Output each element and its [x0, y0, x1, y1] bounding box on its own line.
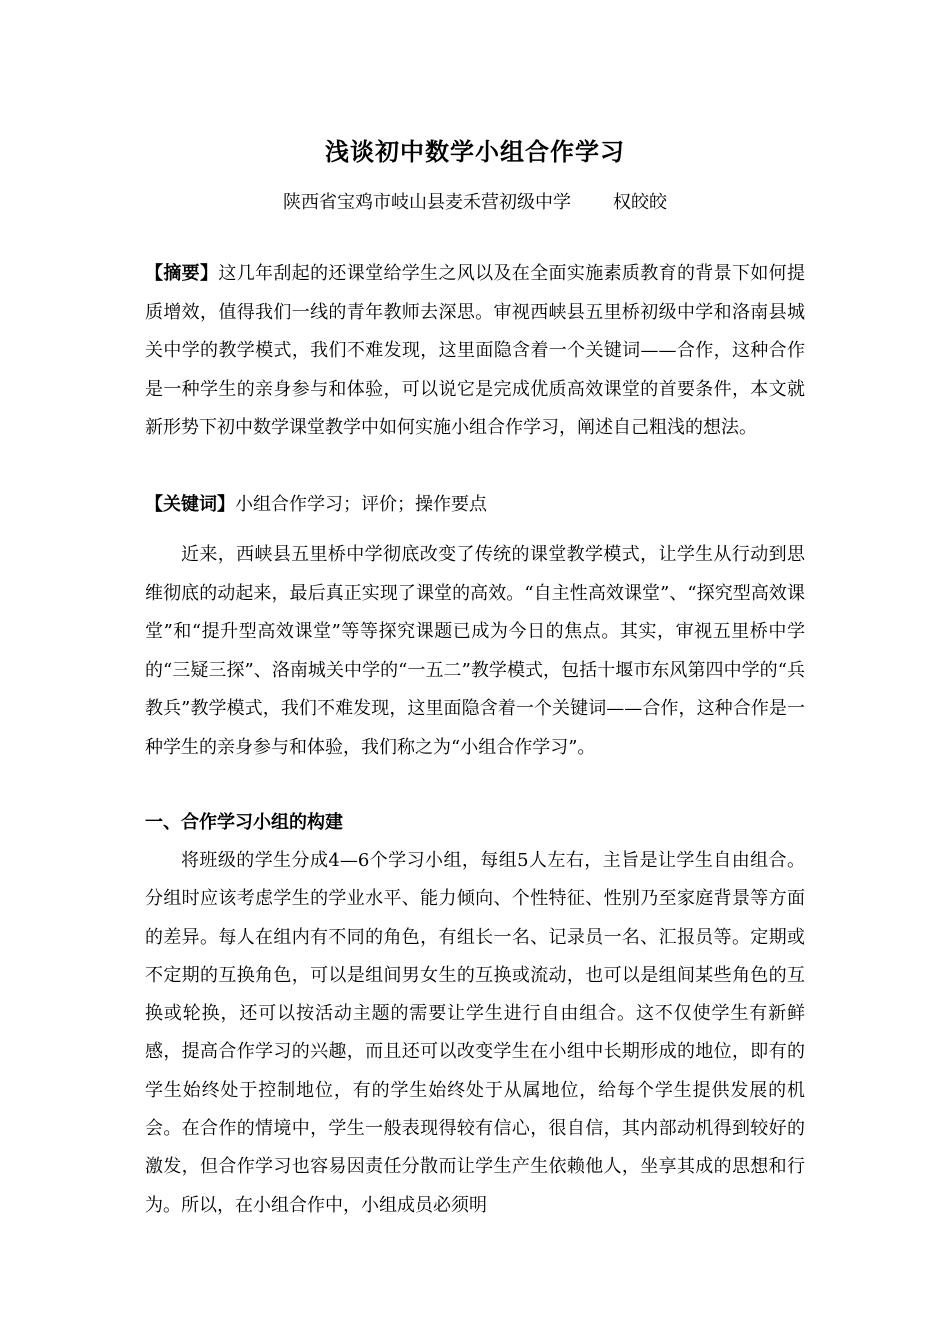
section-heading: 一、合作学习小组的构建 — [145, 812, 343, 833]
intro-text: 近来，西峡县五里桥中学彻底改变了传统的课堂教学模式，让学生从行动到思维彻底的动起来，最后真正实现了课堂的高效。“自主性高效课堂”、“探究型高效课堂”和“提升型高效课堂”等等探究课题已成为今日的焦点。其实，审视五里桥中学的“三疑三探”、洛南城关中学的“一五二”教学模式，包括十堰市东风第四中学的“兵教兵”教学模式，我们不难发现，这里面隐含着一个关键词——合作，这种合作是一种学生的亲身参与和体验，我们称之为“小组合作学习”。 — [145, 544, 805, 758]
author-line — [0, 188, 950, 218]
abstract-paragraph — [145, 255, 805, 448]
document-title: 浅谈初中数学小组合作学习 — [325, 138, 625, 166]
intro-paragraph — [145, 536, 805, 768]
section-paragraph — [145, 842, 805, 1225]
abstract-label: 【摘要】 — [145, 263, 219, 284]
keywords-text: 小组合作学习；评价；操作要点 — [235, 494, 487, 515]
keywords-label: 【关键词】 — [145, 494, 235, 515]
keywords-paragraph — [145, 486, 805, 525]
section-text: 将班级的学生分成4—6个学习小组，每组5人左右，主旨是让学生自由组合。分组时应该考虑学生的学业水平、能力倾向、个性特征、性别乃至家庭背景等方面的差异。每人在组内有不同的角色，有组长一名、记录员一名、汇报员等。定期或不定期的互换角色，可以是组间男女生的互换或流动，也可以是组间某些角色的互换或轮换，还可以按活动主题的需要让学生进行自由组合。这不仅使学生有新鲜感，提高合作学习的兴趣，而且还可以改变学生在小组中长期形成的地位，即有的学生始终处于控制地位，有的学生始终处于从属地位，给每个学生提供发展的机会。在合作的情境中，学生一般表现得较有信心，很自信，其内部动机得到较好的激发，但合作学习也容易因责任分散而让学生产生依赖他人，坐享其成的思想和行为。所以，在小组合作中，小组成员必须明 — [145, 850, 805, 1216]
author-name: 权皎皎 — [613, 192, 667, 213]
affiliation: 陕西省宝鸡市岐山县麦禾营初级中学 — [283, 192, 571, 213]
abstract-text: 这几年刮起的还课堂给学生之风以及在全面实施素质教育的背景下如何提质增效，值得我们一线的青年教师去深思。审视西峡县五里桥初级中学和洛南县城关中学的教学模式，我们不难发现，这里面隐含着一个关键词——合作，这种合作是一种学生的亲身参与和体验，可以说它是完成优质高效课堂的首要条件，本文就新形势下初中数学课堂教学中如何实施小组合作学习，阐述自己粗浅的想法。 — [145, 263, 806, 439]
